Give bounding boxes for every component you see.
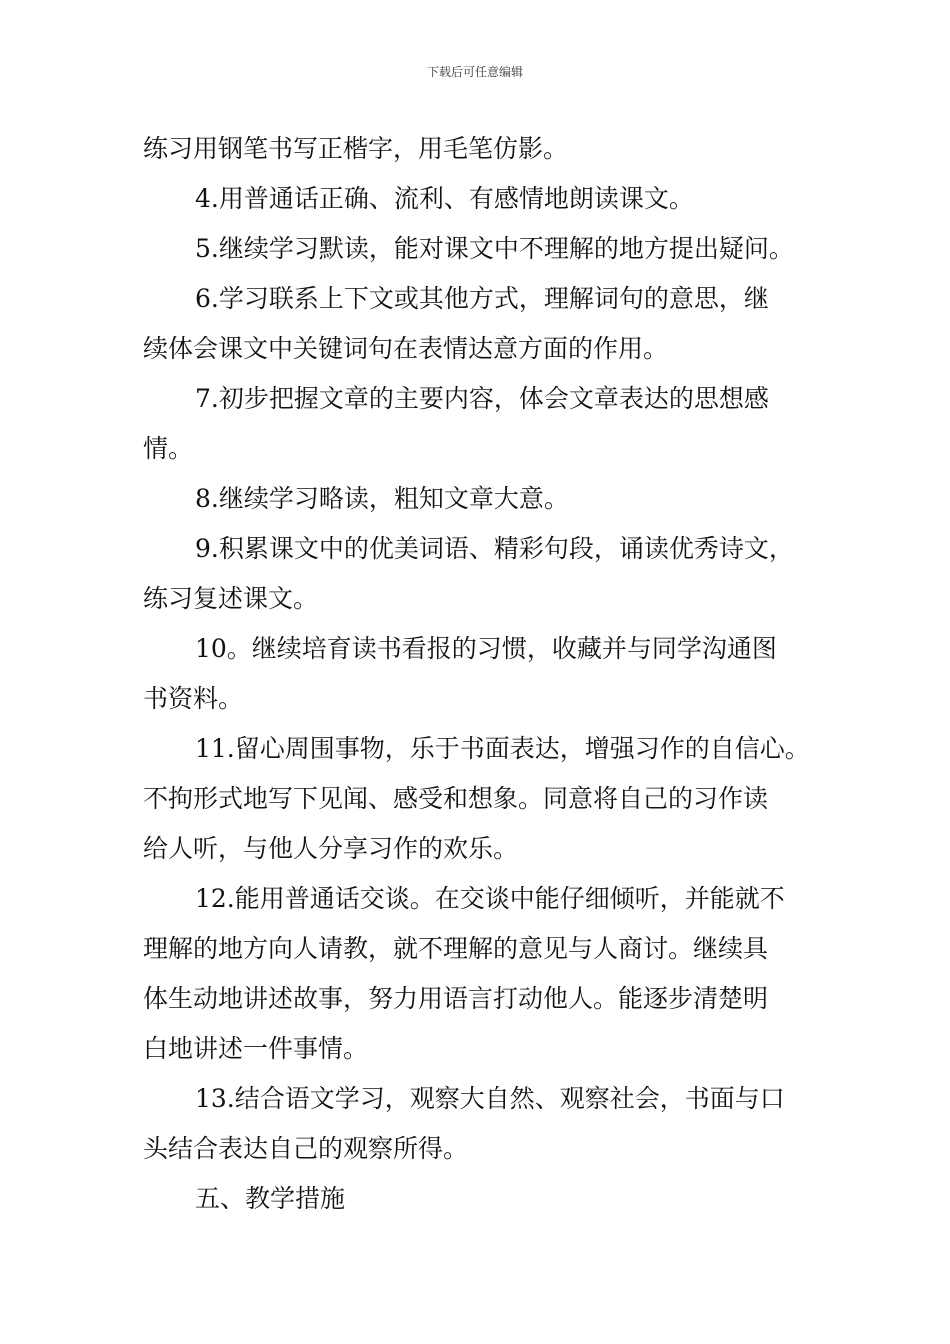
page-header-note: 下载后可任意编辑 xyxy=(426,65,523,79)
list-item-8: 8.继续学习略读，粗知文章大意。 xyxy=(195,484,569,513)
document-body xyxy=(143,124,813,1224)
list-item-6: 6.学习联系上下文或其他方式，理解词句的意思，继 xyxy=(195,284,769,313)
list-item-4: 4.用普通话正确、流利、有感情地朗读课文。 xyxy=(195,184,694,213)
list-item-13-cont: 头结合表达自己的观察所得。 xyxy=(143,1134,469,1163)
list-item-10: 10。继续培育读书看报的习惯，收藏并与同学沟通图 xyxy=(195,634,777,663)
list-item-5: 5.继续学习默读，能对课文中不理解的地方提出疑问。 xyxy=(195,234,794,263)
list-item-11: 11.留心周围事物，乐于书面表达，增强习作的自信心。 xyxy=(195,734,810,763)
list-item-9: 9.积累课文中的优美词语、精彩句段，诵读优秀诗文， xyxy=(195,534,794,563)
list-item-12: 12.能用普通话交谈。在交谈中能仔细倾听，并能就不 xyxy=(195,884,785,913)
list-item-12-cont: 体生动地讲述故事，努力用语言打动他人。能逐步清楚明 xyxy=(143,984,769,1013)
list-item-11-cont: 给人听，与他人分享习作的欢乐。 xyxy=(143,834,519,863)
list-item-12-cont: 理解的地方向人请教，就不理解的意见与人商讨。继续具 xyxy=(143,934,769,963)
list-item-6-cont: 续体会课文中关键词句在表情达意方面的作用。 xyxy=(143,334,669,363)
list-item-10-cont: 书资料。 xyxy=(143,684,244,713)
list-item-7-cont: 情。 xyxy=(143,434,194,463)
list-item-11-cont: 不拘形式地写下见闻、感受和想象。同意将自己的习作读 xyxy=(143,784,769,813)
list-item-12-cont: 白地讲述一件事情。 xyxy=(143,1034,369,1063)
list-item-9-cont: 练习复述课文。 xyxy=(143,584,319,613)
text-line: 练习用钢笔书写正楷字，用毛笔仿影。 xyxy=(143,134,569,163)
list-item-13: 13.结合语文学习，观察大自然、观察社会，书面与口 xyxy=(195,1084,785,1113)
list-item-7: 7.初步把握文章的主要内容，体会文章表达的思想感 xyxy=(195,384,769,413)
section-heading: 五、教学措施 xyxy=(195,1184,346,1213)
